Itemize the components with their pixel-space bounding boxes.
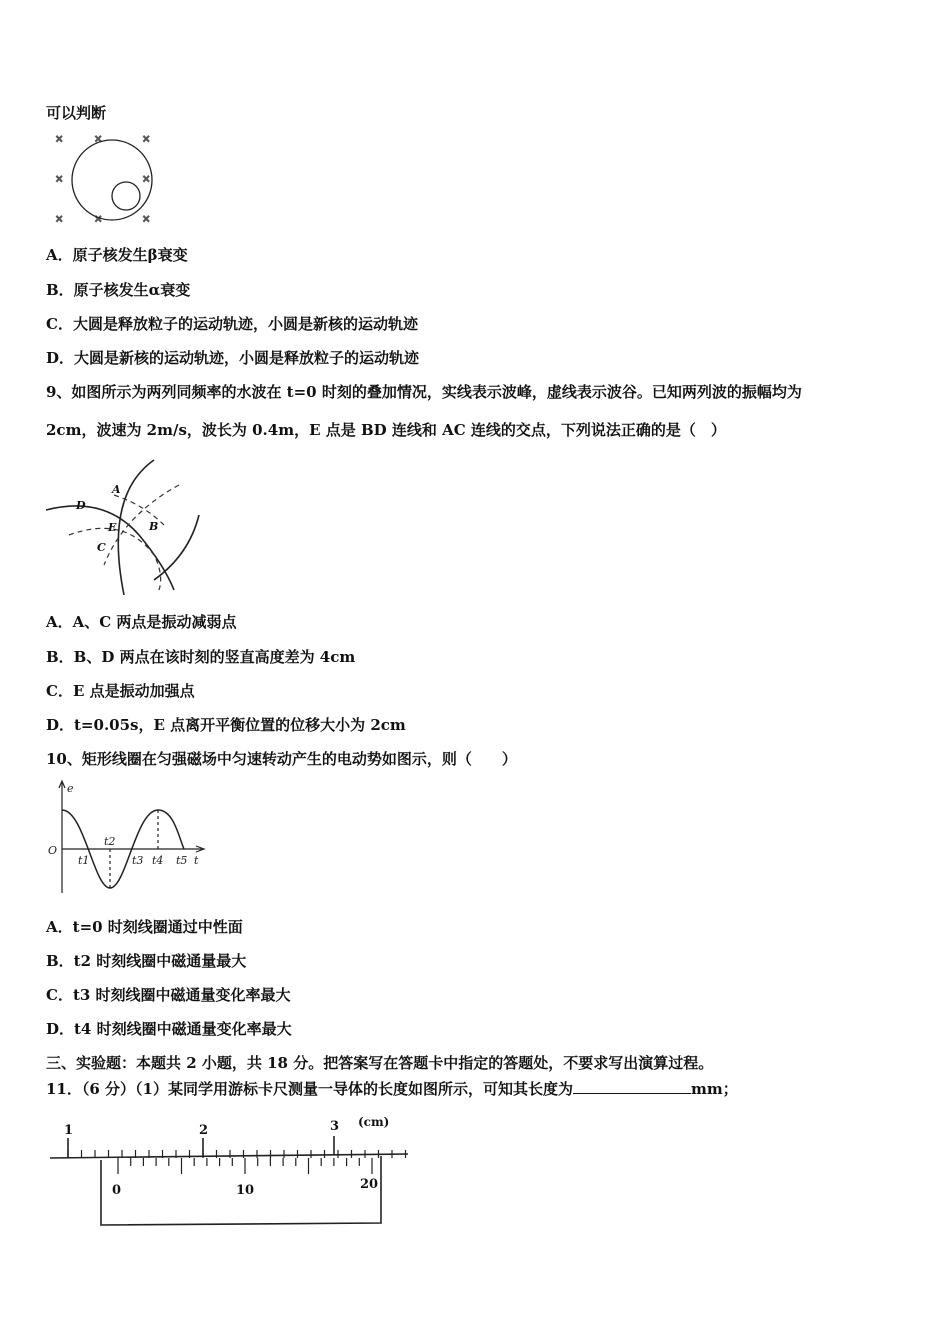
vernier-10: 10 [236, 1183, 255, 1198]
tick-t5: t5 [176, 854, 188, 867]
q10-stem: 10、矩形线圈在匀强磁场中匀速转动产生的电动势如图示，则（ ） [46, 750, 517, 768]
q9-option-d: D．t=0.05s，E 点离开平衡位置的位移大小为 2cm [46, 716, 406, 734]
label-c: C [97, 541, 106, 554]
axis-t-label: t [194, 854, 199, 867]
wave-interference-figure [44, 455, 209, 595]
q8-option-b: B．原子核发生α衰变 [46, 281, 191, 299]
main-scale-3: 3 [330, 1119, 340, 1134]
main-scale-2: 2 [199, 1123, 209, 1138]
section-3-heading: 三、实验题：本题共 2 小题，共 18 分。把答案写在答题卡中指定的答题处，不要求写出演算过程。 [46, 1054, 714, 1072]
emf-sine-graph [44, 778, 214, 898]
svg-text:×: × [55, 174, 64, 185]
q10-option-d: D．t4 时刻线圈中磁通量变化率最大 [46, 1020, 292, 1038]
svg-text:×: × [142, 214, 151, 225]
q10-option-c: C．t3 时刻线圈中磁通量变化率最大 [46, 986, 291, 1004]
vernier-caliper-figure [46, 1110, 411, 1232]
tick-t4: t4 [152, 854, 164, 867]
label-e: E [108, 521, 117, 534]
label-b: B [149, 520, 159, 533]
svg-text:×: × [55, 214, 64, 225]
tick-t1: t1 [78, 854, 90, 867]
q11-stem [46, 1078, 738, 1099]
svg-text:×: × [142, 134, 151, 145]
q8-option-d: D．大圆是新核的运动轨迹，小圆是释放粒子的运动轨迹 [46, 349, 420, 367]
large-circle [72, 140, 152, 220]
svg-text:×: × [94, 214, 103, 225]
q10-option-b: B．t2 时刻线圈中磁通量最大 [46, 952, 247, 970]
label-a: A [112, 483, 121, 496]
q10-option-a: A．t=0 时刻线圈通过中性面 [46, 918, 243, 936]
svg-text:×: × [55, 134, 64, 145]
axis-e-label: e [67, 782, 74, 795]
tick-t3: t3 [132, 854, 144, 867]
q8-option-a: A．原子核发生β衰变 [46, 246, 188, 264]
q9-stem-line1: 9、如图所示为两列同频率的水波在 t=0 时刻的叠加情况，实线表示波峰，虚线表示波谷。已知两列波的振幅均为 [46, 383, 802, 401]
svg-text:×: × [142, 174, 151, 185]
tick-t2: t2 [104, 835, 116, 848]
intro-text: 可以判断 [46, 104, 107, 122]
q9-option-c: C．E 点是振动加强点 [46, 682, 195, 700]
main-scale-1: 1 [64, 1123, 74, 1138]
svg-text:×: × [94, 134, 103, 145]
q11-stem-text: 11．（6 分）（1）某同学用游标卡尺测量一导体的长度如图所示，可知其长度为 [46, 1080, 573, 1098]
vernier-20: 20 [360, 1177, 379, 1192]
small-circle [112, 182, 140, 210]
magnetic-field-circles-figure [50, 130, 160, 228]
q9-stem-line2: 2cm，波速为 2m/s，波长为 0.4m，E 点是 BD 连线和 AC 连线的交点，下列说法正确的是（ ） [46, 421, 726, 439]
q9-option-a: A．A、C 两点是振动减弱点 [46, 613, 237, 631]
answer-blank[interactable] [573, 1079, 691, 1094]
label-d: D [76, 499, 86, 512]
q11-unit: mm； [690, 1080, 738, 1098]
q9-option-b: B．B、D 两点在该时刻的竖直高度差为 4cm [46, 648, 356, 666]
unit-label: (cm) [358, 1115, 390, 1129]
vernier-0: 0 [112, 1183, 122, 1198]
origin-label: O [48, 844, 58, 857]
q8-option-c: C．大圆是释放粒子的运动轨迹，小圆是新核的运动轨迹 [46, 315, 418, 333]
